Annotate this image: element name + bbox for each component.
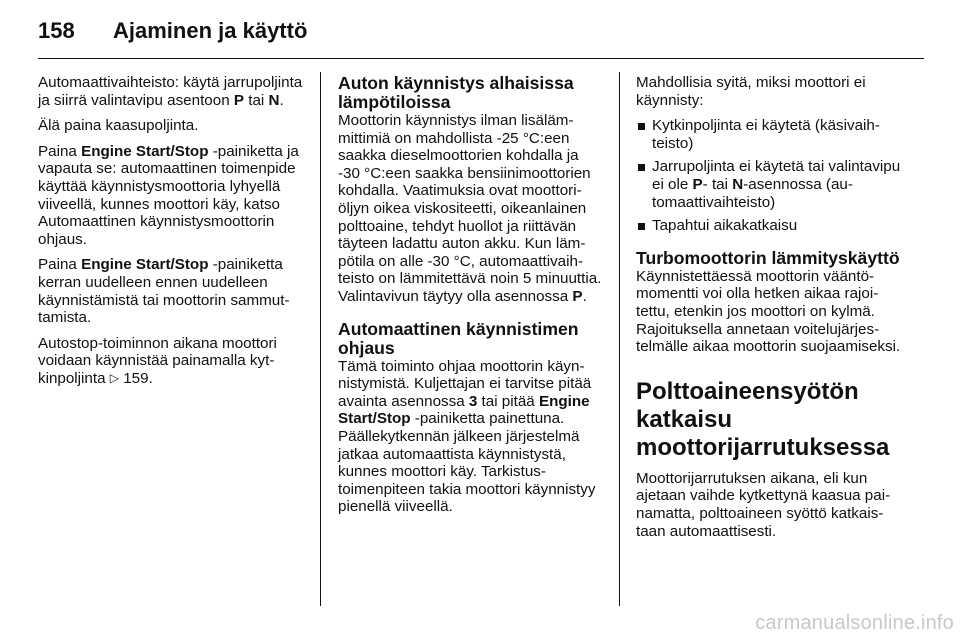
list-item: Tapahtui aikakatkaisu [636, 217, 906, 235]
page-reference-arrow-icon: ▷ [109, 370, 119, 385]
page-header [38, 14, 924, 48]
section-heading: Turbomoottorin lämmityskäyttö [636, 247, 900, 268]
column-2 [338, 74, 602, 524]
paragraph: Autostop-toiminnon aikana moottori voidaan käynnistää painamalla kytkinpoljinta ▷ 159. [38, 334, 277, 387]
header-divider [38, 58, 924, 59]
section-heading: Automaattinen käynnistimen ohjaus [338, 318, 579, 358]
chapter-title: Ajaminen ja käyttö [113, 18, 308, 43]
column-1 [38, 74, 310, 397]
paragraph: Paina Engine Start/Stop -painiketta ja vapauta se: automaattinen toimenpide käyttää käynnistysmoottoria lyhyellä viiveellä, kunnes moottori käy, katso Automaattinen käynnistysmoottorin ohjaus. [38, 142, 299, 248]
major-heading: Polttoaineensyötön katkaisu moottorijarrutuksessa [636, 377, 890, 461]
paragraph: Mahdollisia syitä, miksi moottori ei käynnisty: [636, 74, 866, 109]
paragraph: Paina Engine Start/Stop -painiketta kerran uudelleen ennen uudelleen käynnistämistä tai moottorin sammuttamista. [38, 256, 290, 327]
column-divider-2 [619, 72, 620, 606]
paragraph: Älä paina kaasupoljinta. [38, 117, 199, 135]
list-item: Jarrupoljinta ei käytetä tai valintavipu ei ole P- tai N-asennossa (automaattivaihteisto) [636, 158, 906, 211]
paragraph: Moottorin käynnistys ilman lisälämmittimiä on mahdollista -25 °C:een saakka dieselmoottorien kohdalla ja -30 °C:een saakka bensiinimoottorien kohdalla. Vaatimuksia ovat moottoriöljyn oikea viskositeetti, oikeanlainen polttoaine, tehdyt huollot ja riittävän täyteen ladattu auton akku. Kun lämpötila on alle -30 °C, automaattivaihteisto on lämmitettävä noin 5 minuuttia. Valintavivun täytyy olla asennossa P. [338, 112, 602, 305]
watermark: carmanualsonline.info [755, 612, 954, 634]
page-number: 158 [38, 18, 75, 43]
paragraph: Käynnistettäessä moottorin vääntömomentti voi olla hetken aikaa rajoitettu, etenkin jos moottori on kylmä. Rajoituksella annetaan voitelujärjestelmälle aikaa moottorin suojaamiseksi. [636, 267, 901, 356]
bullet-list [636, 117, 906, 235]
page-reference-link[interactable]: 159. [123, 369, 153, 387]
column-3 [636, 74, 906, 548]
list-item: Kytkinpoljinta ei käytetä (käsivaihteisto) [636, 117, 906, 152]
paragraph: Automaattivaihteisto: käytä jarrupoljinta ja siirrä valintavipu asentoon P tai N. [38, 74, 303, 109]
column-divider-1 [320, 72, 321, 606]
paragraph: Tämä toiminto ohjaa moottorin käynnistymistä. Kuljettajan ei tarvitse pitää avainta asennossa 3 tai pitää Engine Start/Stop -painiketta painettuna. Päällekytkennän jälkeen järjestelmä jatkaa automaattista käynnistystä, kunnes moottori käy. Tarkistustoimenpiteen takia moottori käynnistyy pienellä viiveellä. [338, 357, 596, 516]
paragraph: Moottorijarrutuksen aikana, eli kun ajetaan vaihde kytkettynä kaasua painamatta, polttoaineen syöttö katkaistaan automaattisesti. [636, 469, 891, 540]
section-heading: Auton käynnistys alhaisissa lämpötiloissa [338, 73, 574, 112]
